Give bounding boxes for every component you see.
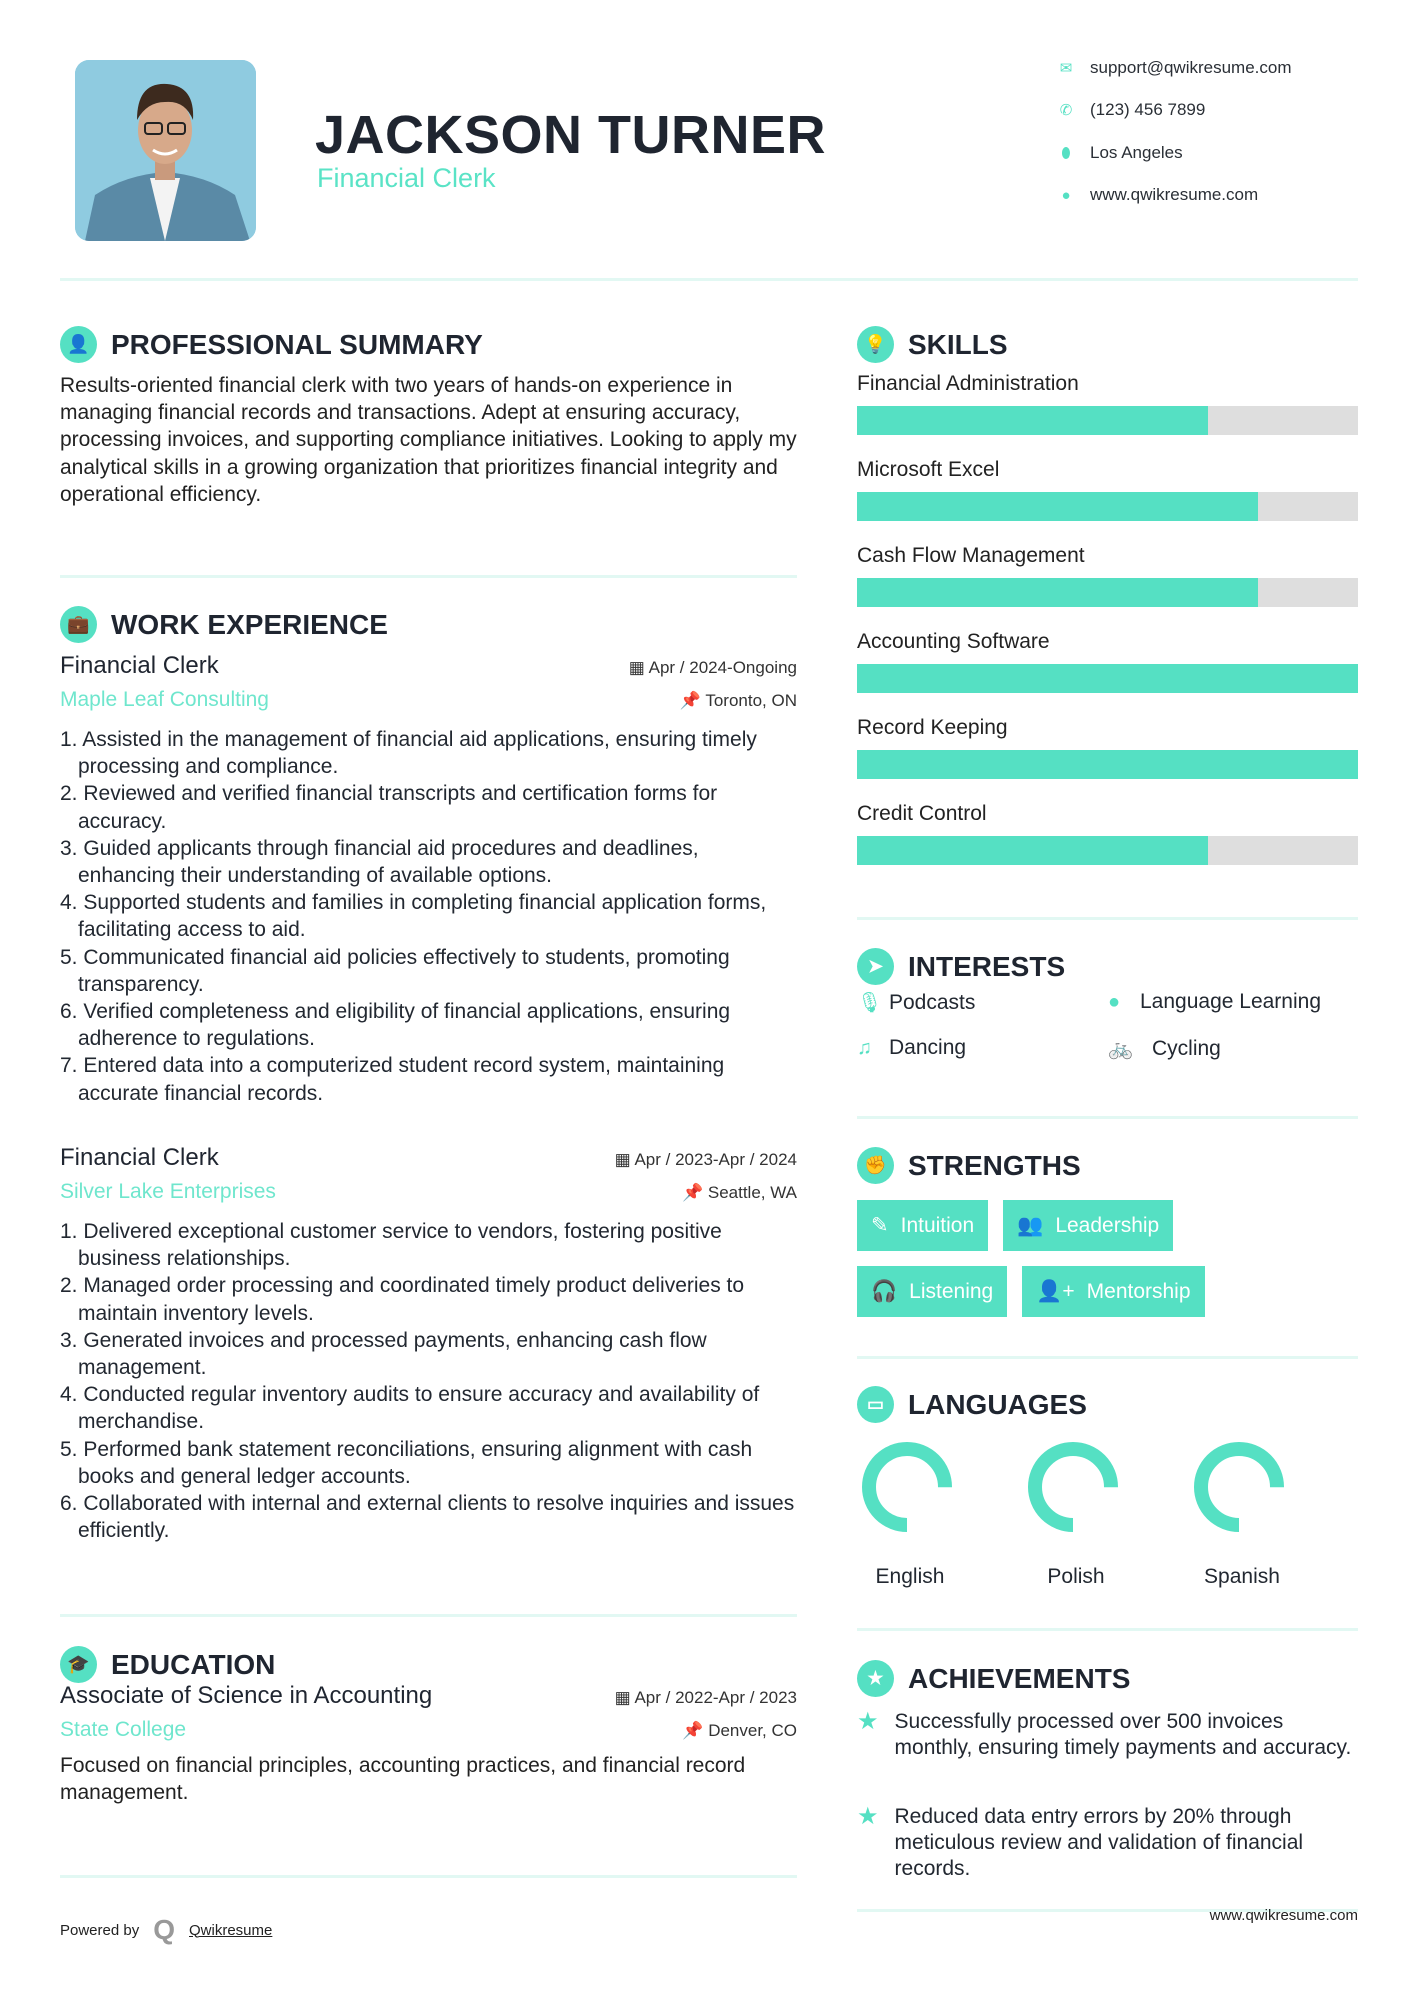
skill-bar	[857, 836, 1358, 865]
skills-list	[857, 372, 1358, 888]
job-location-text: Seattle, WA	[707, 1183, 797, 1202]
qwikresume-logo-icon: Q	[153, 1914, 175, 1945]
strengths-heading	[857, 1147, 1081, 1184]
skill-label: Accounting Software	[857, 630, 1050, 653]
bullet-item: 3. Generated invoices and processed payments, enhancing cash flow management.	[60, 1328, 707, 1380]
skill-label: Cash Flow Management	[857, 544, 1085, 567]
bullet-item: 7. Entered data into a computerized student record system, maintaining accurate financial records.	[60, 1054, 725, 1105]
interest-item	[857, 1036, 966, 1060]
globe-icon: ●	[1108, 990, 1121, 1013]
skills-heading	[857, 326, 1008, 363]
headphones-icon: 🎧	[871, 1279, 898, 1303]
job-dates-text: Apr / 2024-Ongoing	[648, 658, 797, 677]
education-location-text: Denver, CO	[708, 1721, 797, 1740]
powered-by-text: Powered by	[60, 1921, 140, 1939]
users-icon: 👥	[1017, 1213, 1044, 1237]
language-item	[1021, 1440, 1131, 1589]
lightbulb-icon: 💡	[857, 326, 894, 363]
strengths-heading-text: STRENGTHS	[908, 1149, 1081, 1181]
bullet-item: 5. Communicated financial aid policies effectively to students, promoting transparency.	[60, 945, 730, 996]
strength-tag	[1022, 1266, 1204, 1317]
bullet-item: 4. Supported students and families in completing financial application forms, facilitating access to aid.	[60, 891, 767, 942]
skill-item	[857, 630, 1358, 716]
phone-text: (123) 456 7899	[1090, 100, 1206, 119]
envelope-icon: ✉	[1059, 60, 1073, 77]
language-ring	[1021, 1440, 1131, 1538]
interest-item	[1108, 990, 1321, 1014]
language-ring	[855, 1440, 965, 1538]
job-entry	[60, 652, 797, 1107]
shooting-star-icon: ★	[857, 1803, 879, 1830]
achievement-item	[857, 1804, 1357, 1882]
language-ring-arc	[1035, 1449, 1111, 1525]
fist-icon: ✊	[857, 1147, 894, 1184]
skill-item	[857, 716, 1358, 802]
calendar-icon: ▦	[614, 1150, 635, 1169]
bullet-item: 1. Assisted in the management of financial aid applications, ensuring timely processing and compliance.	[60, 728, 757, 779]
divider	[857, 1356, 1358, 1359]
strength-tag	[1003, 1200, 1173, 1251]
strengths-row	[857, 1200, 1173, 1251]
contact-location	[1058, 143, 1183, 163]
bicycle-icon: 🚲	[1108, 1038, 1133, 1060]
strength-label: Leadership	[1055, 1213, 1160, 1237]
language-ring-arc	[869, 1449, 945, 1525]
profile-photo	[75, 60, 256, 241]
strength-label: Listening	[909, 1279, 994, 1303]
map-pin-icon: ⬮	[1061, 144, 1071, 162]
language-card-icon: ▭	[857, 1386, 894, 1423]
header-divider	[60, 278, 1358, 281]
skill-bar-fill	[857, 750, 1358, 779]
calendar-icon: ▦	[628, 658, 649, 677]
skills-heading-text: SKILLS	[908, 328, 1008, 360]
briefcase-icon: 💼	[60, 606, 97, 643]
achievement-text: Successfully processed over 500 invoices monthly, ensuring timely payments and accuracy.	[894, 1710, 1352, 1759]
skill-item	[857, 372, 1358, 458]
powered-by	[60, 1914, 272, 1946]
skill-label: Microsoft Excel	[857, 458, 1000, 481]
skill-item	[857, 458, 1358, 544]
skill-bar-fill	[857, 406, 1208, 435]
shooting-star-icon: ★	[857, 1708, 879, 1735]
job-location-text: Toronto, ON	[705, 691, 797, 710]
contact-email[interactable]	[1058, 58, 1292, 78]
bullet-item: 1. Delivered exceptional customer service to vendors, fostering positive business relationships.	[60, 1220, 722, 1271]
magic-wand-icon: ✎	[871, 1214, 889, 1237]
interests-heading	[857, 948, 1065, 985]
candidate-title: Financial Clerk	[317, 163, 496, 193]
skill-label: Record Keeping	[857, 716, 1008, 739]
strength-tag	[857, 1200, 988, 1251]
location-text: Los Angeles	[1090, 143, 1183, 162]
interest-item	[857, 990, 975, 1015]
school: State College	[60, 1718, 187, 1741]
language-ring	[1187, 1440, 1297, 1538]
education-location	[682, 1721, 797, 1741]
divider	[60, 1614, 797, 1617]
interest-label: Podcasts	[889, 990, 976, 1014]
experience-heading	[60, 606, 388, 643]
bullet-item: 6. Collaborated with internal and external clients to resolve inquiries and issues efficiently.	[60, 1492, 795, 1543]
job-bullets	[60, 1218, 797, 1544]
education-description: Focused on financial principles, accounting practices, and financial record management.	[60, 1754, 746, 1805]
experience-heading-text: WORK EXPERIENCE	[111, 608, 388, 640]
music-icon: ♫	[857, 1036, 872, 1059]
footer-url[interactable]: www.qwikresume.com	[1209, 1907, 1358, 1924]
calendar-icon: ▦	[614, 1688, 635, 1707]
bullet-item: 5. Performed bank statement reconciliations, ensuring alignment with cash books and general ledger accounts.	[60, 1437, 753, 1488]
language-ring-arc	[1201, 1449, 1277, 1525]
education-dates-text: Apr / 2022-Apr / 2023	[634, 1688, 797, 1707]
languages-heading	[857, 1386, 1087, 1423]
globe-icon: ●	[1061, 186, 1071, 204]
degree: Associate of Science in Accounting	[60, 1682, 433, 1709]
pushpin-icon: 📌	[682, 1721, 709, 1740]
skill-item	[857, 802, 1358, 888]
job-location	[682, 1183, 797, 1203]
language-item	[855, 1440, 965, 1589]
job-company: Silver Lake Enterprises	[60, 1180, 276, 1203]
divider	[857, 1628, 1358, 1631]
education-heading-text: EDUCATION	[111, 1648, 276, 1680]
education-dates	[615, 1688, 797, 1708]
candidate-name: JACKSON TURNER	[315, 105, 827, 165]
graduation-icon: 🎓	[60, 1646, 97, 1683]
achievement-item	[857, 1709, 1357, 1761]
pushpin-icon: 📌	[681, 1183, 708, 1202]
pushpin-icon: 📌	[679, 691, 706, 710]
bullet-item: 6. Verified completeness and eligibility of financial applications, ensuring adherence to regulations.	[60, 1000, 731, 1051]
bullet-item: 2. Managed order processing and coordinated timely product deliveries to maintain inventory levels.	[60, 1274, 745, 1325]
user-icon: 👤	[60, 326, 97, 363]
achievements-heading-text: ACHIEVEMENTS	[908, 1662, 1131, 1694]
language-label: Polish	[1047, 1565, 1105, 1588]
skill-bar-fill	[857, 492, 1258, 521]
interest-item	[1108, 1036, 1221, 1061]
job-title: Financial Clerk	[60, 652, 219, 679]
contact-phone[interactable]	[1058, 100, 1205, 120]
job-entry	[60, 1144, 797, 1544]
job-bullets	[60, 726, 797, 1107]
strength-label: Intuition	[900, 1213, 975, 1237]
divider	[60, 575, 797, 578]
contact-website[interactable]	[1058, 185, 1258, 205]
bullet-item: 4. Conducted regular inventory audits to ensure accuracy and availability of merchandise.	[60, 1383, 760, 1434]
job-dates-text: Apr / 2023-Apr / 2024	[634, 1150, 797, 1169]
interest-label: Dancing	[889, 1036, 967, 1059]
star-badge-icon: ★	[857, 1660, 894, 1697]
divider	[60, 1875, 797, 1878]
languages-heading-text: LANGUAGES	[908, 1388, 1087, 1420]
education-entry	[60, 1682, 797, 1806]
skill-bar-fill	[857, 664, 1358, 693]
divider	[857, 917, 1358, 920]
interest-label: Language Learning	[1140, 990, 1322, 1013]
skill-bar	[857, 664, 1358, 693]
user-plus-icon: 👤+	[1036, 1279, 1075, 1303]
strength-tag	[857, 1266, 1007, 1317]
job-dates	[629, 658, 797, 678]
interest-label: Cycling	[1152, 1036, 1221, 1060]
skill-bar-fill	[857, 836, 1208, 865]
brand-link[interactable]: Qwikresume	[189, 1921, 273, 1939]
interests-heading-text: INTERESTS	[908, 950, 1066, 982]
summary-heading-text: PROFESSIONAL SUMMARY	[111, 328, 483, 360]
bullet-item: 3. Guided applicants through financial aid procedures and deadlines, enhancing their understanding of available options.	[60, 836, 699, 888]
strength-label: Mentorship	[1086, 1279, 1191, 1303]
email-text: support@qwikresume.com	[1090, 58, 1292, 77]
skill-bar	[857, 492, 1358, 521]
skill-item	[857, 544, 1358, 630]
skill-label: Financial Administration	[857, 372, 1079, 395]
skill-bar	[857, 406, 1358, 435]
summary-text: Results-oriented financial clerk with two years of hands-on experience in managing financial records and transactions. Adept at ensuring accuracy, processing invoices, and supporting compliance initiatives. Looking to apply my analytical skills in a growing organization that prioritizes financial integrity and operational efficiency.	[60, 374, 797, 506]
paper-plane-icon: ➤	[857, 948, 894, 985]
language-item	[1187, 1440, 1297, 1589]
phone-icon: ✆	[1059, 102, 1073, 119]
skill-bar	[857, 750, 1358, 779]
website-text: www.qwikresume.com	[1090, 185, 1259, 204]
achievements-heading	[857, 1660, 1130, 1697]
divider	[857, 1116, 1358, 1119]
language-label: Spanish	[1204, 1565, 1280, 1588]
microphone-icon: 🎙	[857, 992, 883, 1014]
education-heading	[60, 1646, 275, 1683]
job-company: Maple Leaf Consulting	[60, 688, 269, 711]
job-dates	[615, 1150, 797, 1170]
languages-list	[855, 1440, 1297, 1589]
job-location	[680, 691, 797, 711]
achievement-text: Reduced data entry errors by 20% through meticulous review and validation of financial records.	[894, 1805, 1304, 1880]
language-label: English	[875, 1565, 945, 1588]
strengths-row	[857, 1266, 1205, 1317]
skill-label: Credit Control	[857, 802, 987, 825]
skill-bar	[857, 578, 1358, 607]
bullet-item: 2. Reviewed and verified financial transcripts and certification forms for accuracy.	[60, 782, 718, 833]
job-title: Financial Clerk	[60, 1144, 219, 1171]
skill-bar-fill	[857, 578, 1258, 607]
summary-heading	[60, 326, 483, 363]
